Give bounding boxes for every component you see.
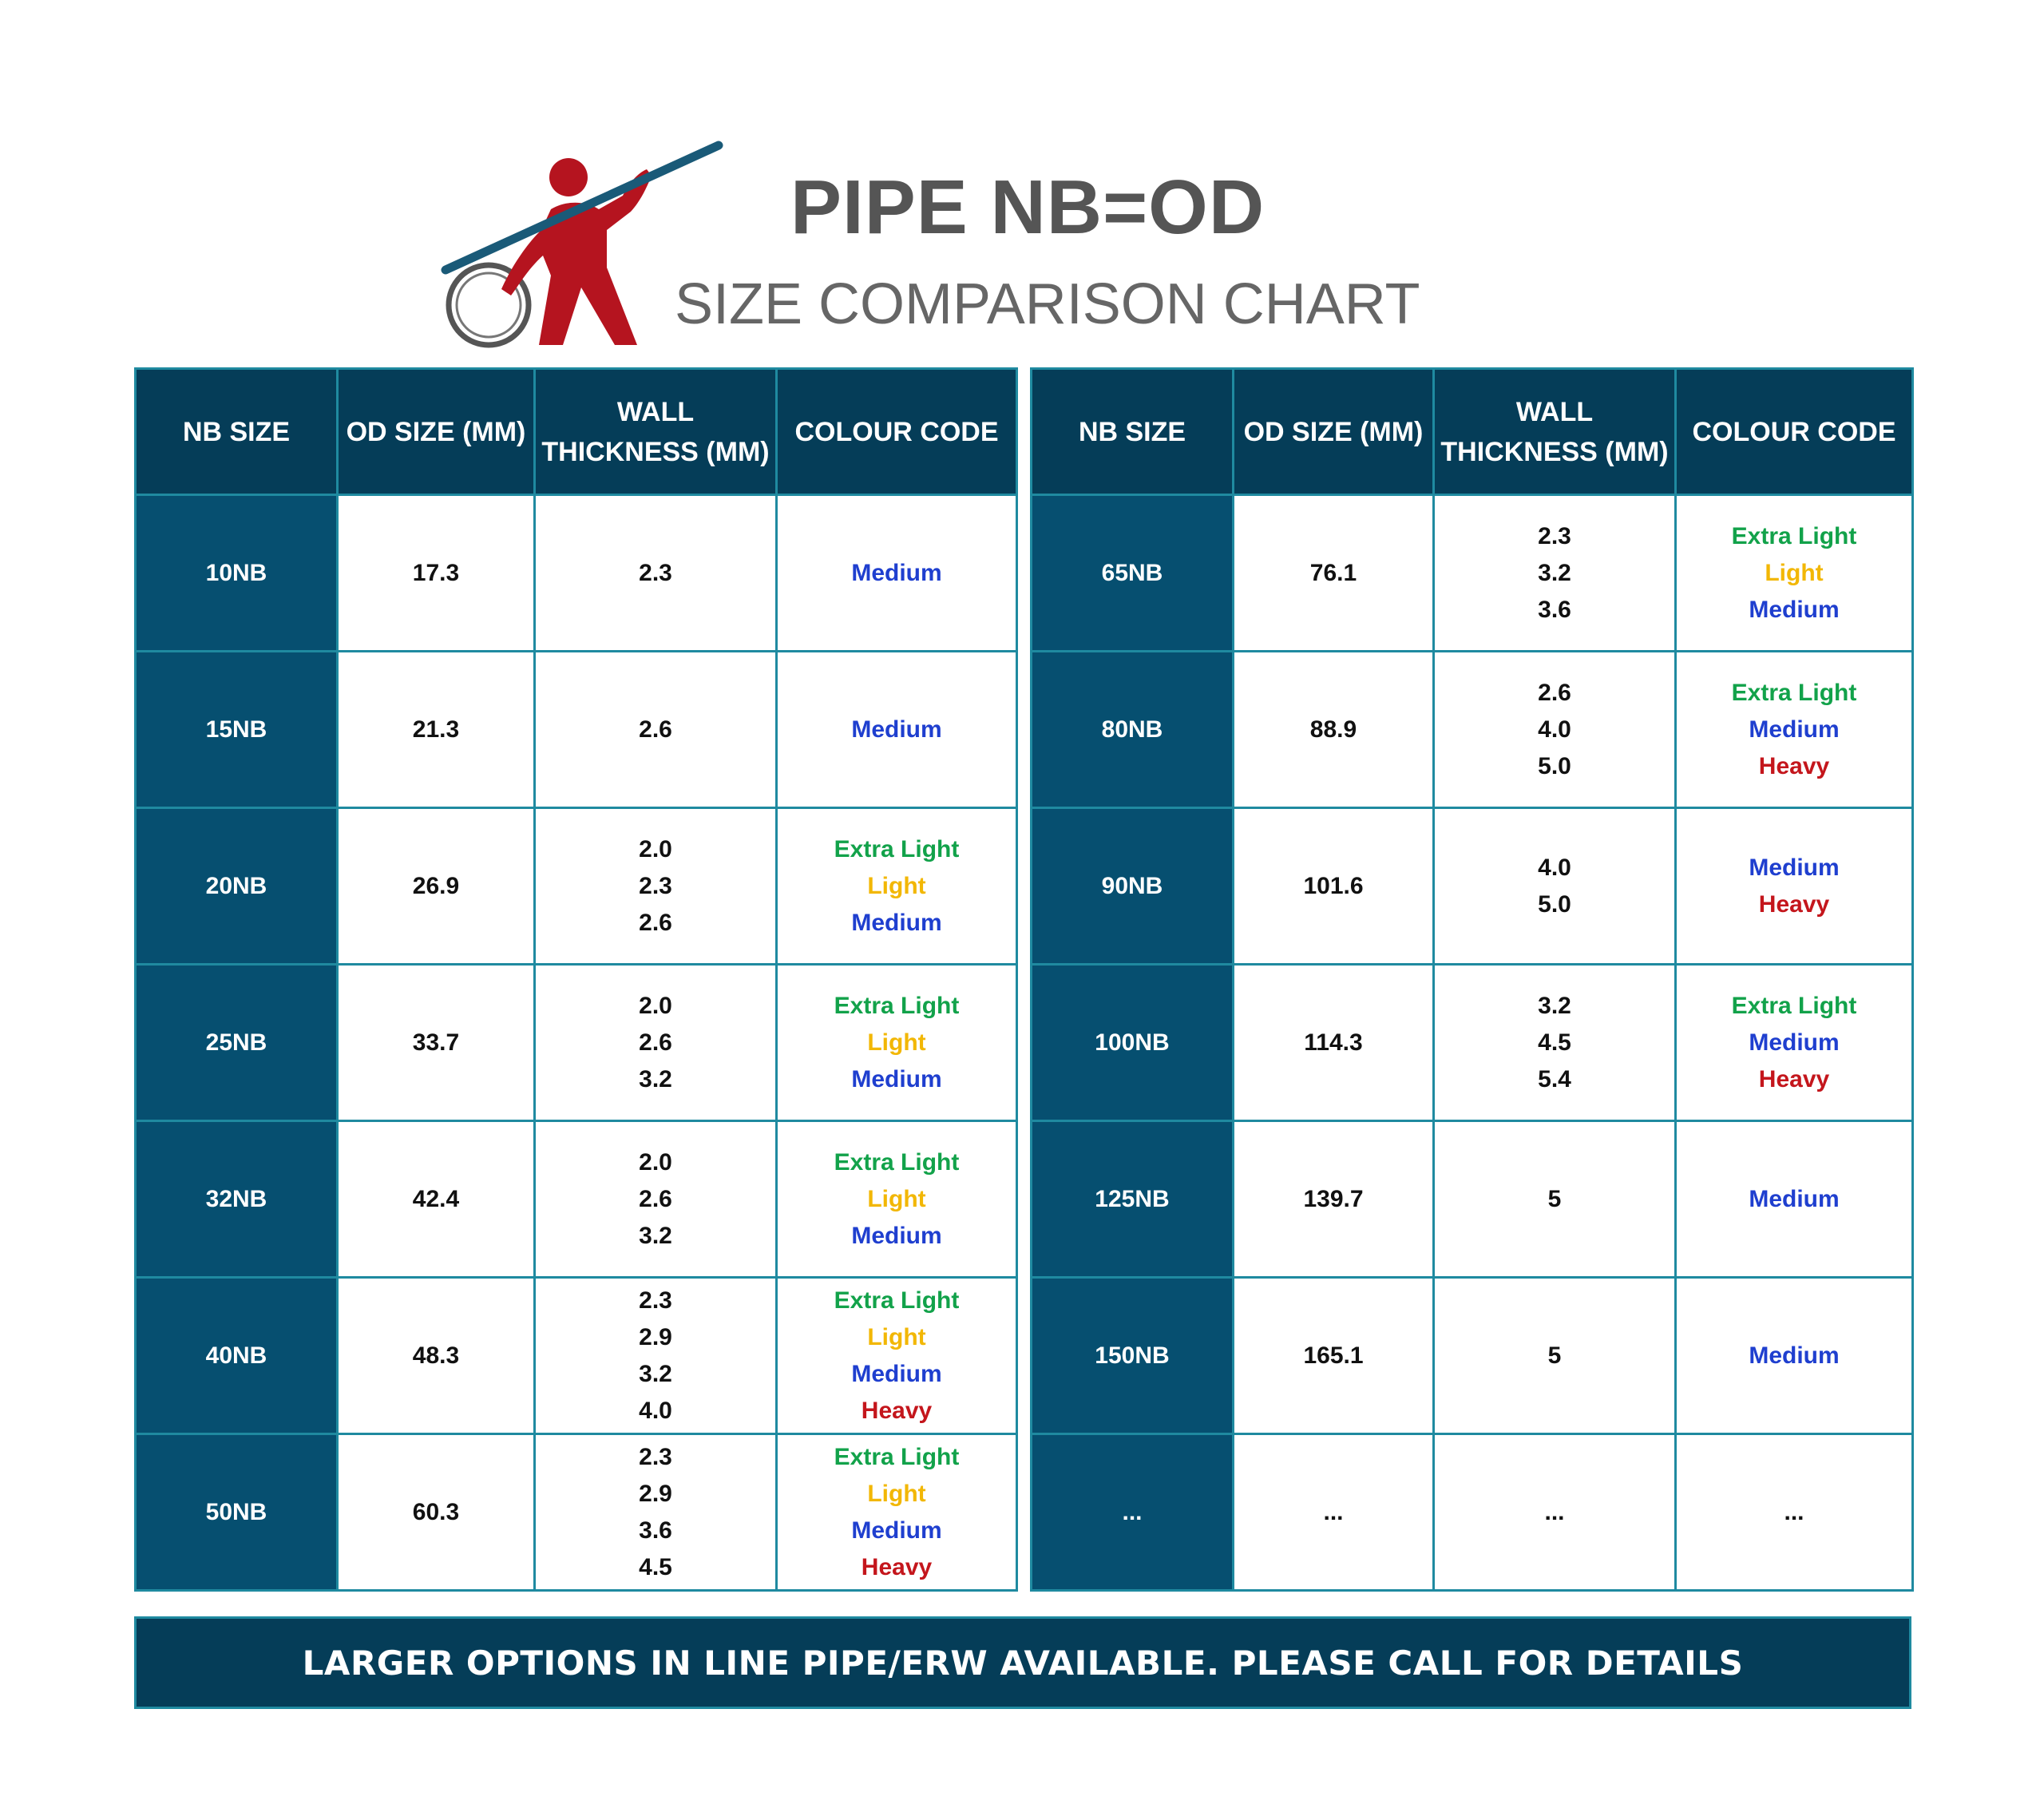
column-header-od-size: OD SIZE (MM) (1234, 369, 1434, 495)
od-size-cell: 60.3 (338, 1434, 535, 1591)
colour-code-value: Medium (851, 1517, 942, 1544)
colour-code-value: Extra Light (1731, 522, 1857, 549)
table-row (136, 808, 1017, 965)
table-row (136, 1121, 1017, 1278)
colour-code-value: Light (867, 1323, 926, 1350)
od-size-cell: 33.7 (338, 965, 535, 1121)
wall-thickness-value: 3.2 (639, 1360, 672, 1387)
table-header-row (136, 369, 1017, 495)
colour-code-value: Extra Light (1731, 992, 1857, 1019)
colour-code-value: Extra Light (1731, 679, 1857, 706)
colour-code-value: Heavy (1758, 752, 1830, 779)
colour-code-value: Light (867, 1185, 926, 1212)
table-row (136, 965, 1017, 1121)
wall-thickness-value: 3.6 (1538, 596, 1571, 623)
wall-thickness-cell (1434, 652, 1676, 808)
wall-thickness-value: 3.2 (1538, 992, 1571, 1019)
colour-code-cell (777, 965, 1017, 1121)
wall-thickness-value: 2.3 (1538, 522, 1571, 549)
column-header-wall-thickness: WALL THICKNESS (MM) (535, 369, 777, 495)
colour-code-value: Light (1765, 559, 1824, 586)
colour-code-value: Light (867, 1029, 926, 1056)
wall-thickness-value: 2.6 (639, 1029, 672, 1056)
size-table-left (134, 367, 1018, 1592)
table-row (1032, 1278, 1913, 1434)
nb-size-cell: 80NB (1032, 652, 1234, 808)
wall-thickness-value: 2.6 (639, 1185, 672, 1212)
wall-thickness-value: 2.0 (639, 835, 672, 862)
table-row (136, 495, 1017, 652)
nb-size-cell: 15NB (136, 652, 338, 808)
wall-thickness-value: 5.0 (1538, 890, 1571, 918)
wall-thickness-value: 5.4 (1538, 1065, 1571, 1092)
od-size-cell: 139.7 (1234, 1121, 1434, 1278)
wall-thickness-value: 2.6 (639, 909, 672, 936)
wall-thickness-value: 5 (1547, 1342, 1562, 1369)
nb-size-cell: 100NB (1032, 965, 1234, 1121)
colour-code-value: Extra Light (834, 1287, 960, 1314)
od-size-cell: 48.3 (338, 1278, 535, 1434)
colour-code-value: Medium (1749, 1185, 1840, 1212)
colour-code-value: Medium (851, 1222, 942, 1249)
wall-thickness-cell (1434, 1434, 1676, 1591)
od-size-cell: 42.4 (338, 1121, 535, 1278)
colour-code-value: Medium (851, 716, 942, 743)
column-header-nb-size: NB SIZE (136, 369, 338, 495)
column-header-colour-code: COLOUR CODE (777, 369, 1017, 495)
table-header-row (1032, 369, 1913, 495)
colour-code-value: Extra Light (834, 992, 960, 1019)
wall-thickness-cell (535, 495, 777, 652)
colour-code-value: ... (1784, 1498, 1804, 1525)
nb-size-cell: 150NB (1032, 1278, 1234, 1434)
wall-thickness-value: 3.2 (639, 1065, 672, 1092)
colour-code-cell (1676, 495, 1913, 652)
colour-code-value: Medium (851, 1360, 942, 1387)
colour-code-value: Light (867, 1480, 926, 1507)
nb-size-cell: ... (1032, 1434, 1234, 1591)
wall-thickness-value: 4.0 (1538, 854, 1571, 881)
table-row (1032, 652, 1913, 808)
wall-thickness-value: 3.2 (639, 1222, 672, 1249)
colour-code-value: Extra Light (834, 835, 960, 862)
od-size-cell: ... (1234, 1434, 1434, 1591)
od-size-cell: 114.3 (1234, 965, 1434, 1121)
od-size-cell: 17.3 (338, 495, 535, 652)
footer-banner (134, 1616, 1911, 1709)
wall-thickness-value: 4.5 (639, 1553, 672, 1580)
colour-code-value: Heavy (1758, 1065, 1830, 1092)
colour-code-cell (1676, 965, 1913, 1121)
table-row (1032, 1434, 1913, 1591)
wall-thickness-value: 2.6 (1538, 679, 1571, 706)
colour-code-value: Medium (851, 909, 942, 936)
colour-code-cell (777, 1121, 1017, 1278)
nb-size-cell: 10NB (136, 495, 338, 652)
colour-code-value: Extra Light (834, 1443, 960, 1470)
colour-code-value: Medium (1749, 1342, 1840, 1369)
wall-thickness-value: 2.3 (639, 1443, 672, 1470)
wall-thickness-cell (535, 965, 777, 1121)
colour-code-cell (777, 808, 1017, 965)
od-size-cell: 26.9 (338, 808, 535, 965)
nb-size-cell: 125NB (1032, 1121, 1234, 1278)
od-size-cell: 101.6 (1234, 808, 1434, 965)
colour-code-cell (1676, 1121, 1913, 1278)
nb-size-cell: 25NB (136, 965, 338, 1121)
column-header-od-size: OD SIZE (MM) (338, 369, 535, 495)
wall-thickness-value: 5 (1547, 1185, 1562, 1212)
wall-thickness-cell (1434, 1121, 1676, 1278)
wall-thickness-value: 4.5 (1538, 1029, 1571, 1056)
colour-code-cell (777, 652, 1017, 808)
nb-size-cell: 40NB (136, 1278, 338, 1434)
colour-code-value: Medium (851, 559, 942, 586)
wall-thickness-value: 2.3 (639, 559, 672, 586)
size-table-right (1030, 367, 1914, 1592)
column-header-nb-size: NB SIZE (1032, 369, 1234, 495)
colour-code-value: Extra Light (834, 1148, 960, 1176)
wall-thickness-cell (1434, 1278, 1676, 1434)
wall-thickness-value: ... (1544, 1498, 1565, 1525)
od-size-cell: 76.1 (1234, 495, 1434, 652)
colour-code-value: Heavy (861, 1553, 933, 1580)
od-size-cell: 88.9 (1234, 652, 1434, 808)
nb-size-cell: 32NB (136, 1121, 338, 1278)
colour-code-cell (777, 495, 1017, 652)
colour-code-cell (1676, 1434, 1913, 1591)
wall-thickness-value: 2.0 (639, 1148, 672, 1176)
page-subtitle: SIZE COMPARISON CHART (675, 272, 1420, 336)
wall-thickness-cell (535, 808, 777, 965)
wall-thickness-cell (535, 1121, 777, 1278)
od-size-cell: 21.3 (338, 652, 535, 808)
wall-thickness-value: 3.2 (1538, 559, 1571, 586)
table-row (136, 652, 1017, 808)
colour-code-value: Heavy (1758, 890, 1830, 918)
table-row (1032, 1121, 1913, 1278)
table-row (1032, 495, 1913, 652)
wall-thickness-cell (1434, 495, 1676, 652)
nb-size-cell: 20NB (136, 808, 338, 965)
wall-thickness-value: 2.3 (639, 872, 672, 899)
colour-code-cell (777, 1434, 1017, 1591)
colour-code-cell (1676, 808, 1913, 965)
colour-code-value: Heavy (861, 1397, 933, 1424)
wall-thickness-value: 3.6 (639, 1517, 672, 1544)
colour-code-cell (777, 1278, 1017, 1434)
column-header-wall-thickness: WALL THICKNESS (MM) (1434, 369, 1676, 495)
page-title: PIPE NB=OD (790, 165, 1266, 250)
wall-thickness-cell (1434, 808, 1676, 965)
wall-thickness-value: 2.0 (639, 992, 672, 1019)
nb-size-cell: 90NB (1032, 808, 1234, 965)
wall-thickness-value: 2.9 (639, 1323, 672, 1350)
colour-code-cell (1676, 652, 1913, 808)
wall-thickness-cell (535, 652, 777, 808)
table-row (1032, 965, 1913, 1121)
colour-code-cell (1676, 1278, 1913, 1434)
nb-size-cell: 65NB (1032, 495, 1234, 652)
wall-thickness-value: 2.3 (639, 1287, 672, 1314)
footer-banner-text: LARGER OPTIONS IN LINE PIPE/ERW AVAILABLE. PLEASE CALL FOR DETAILS (302, 1643, 1744, 1683)
wall-thickness-cell (535, 1278, 777, 1434)
wall-thickness-value: 2.9 (639, 1480, 672, 1507)
table-row (136, 1278, 1017, 1434)
wall-thickness-value: 2.6 (639, 716, 672, 743)
wall-thickness-value: 4.0 (1538, 716, 1571, 743)
wall-thickness-value: 4.0 (639, 1397, 672, 1424)
colour-code-value: Medium (1749, 854, 1840, 881)
nb-size-cell: 50NB (136, 1434, 338, 1591)
column-header-colour-code: COLOUR CODE (1676, 369, 1913, 495)
wall-thickness-value: 5.0 (1538, 752, 1571, 779)
od-size-cell: 165.1 (1234, 1278, 1434, 1434)
colour-code-value: Medium (851, 1065, 942, 1092)
colour-code-value: Light (867, 872, 926, 899)
table-row (136, 1434, 1017, 1591)
wall-thickness-cell (535, 1434, 777, 1591)
colour-code-value: Medium (1749, 1029, 1840, 1056)
wall-thickness-cell (1434, 965, 1676, 1121)
colour-code-value: Medium (1749, 596, 1840, 623)
colour-code-value: Medium (1749, 716, 1840, 743)
table-row (1032, 808, 1913, 965)
